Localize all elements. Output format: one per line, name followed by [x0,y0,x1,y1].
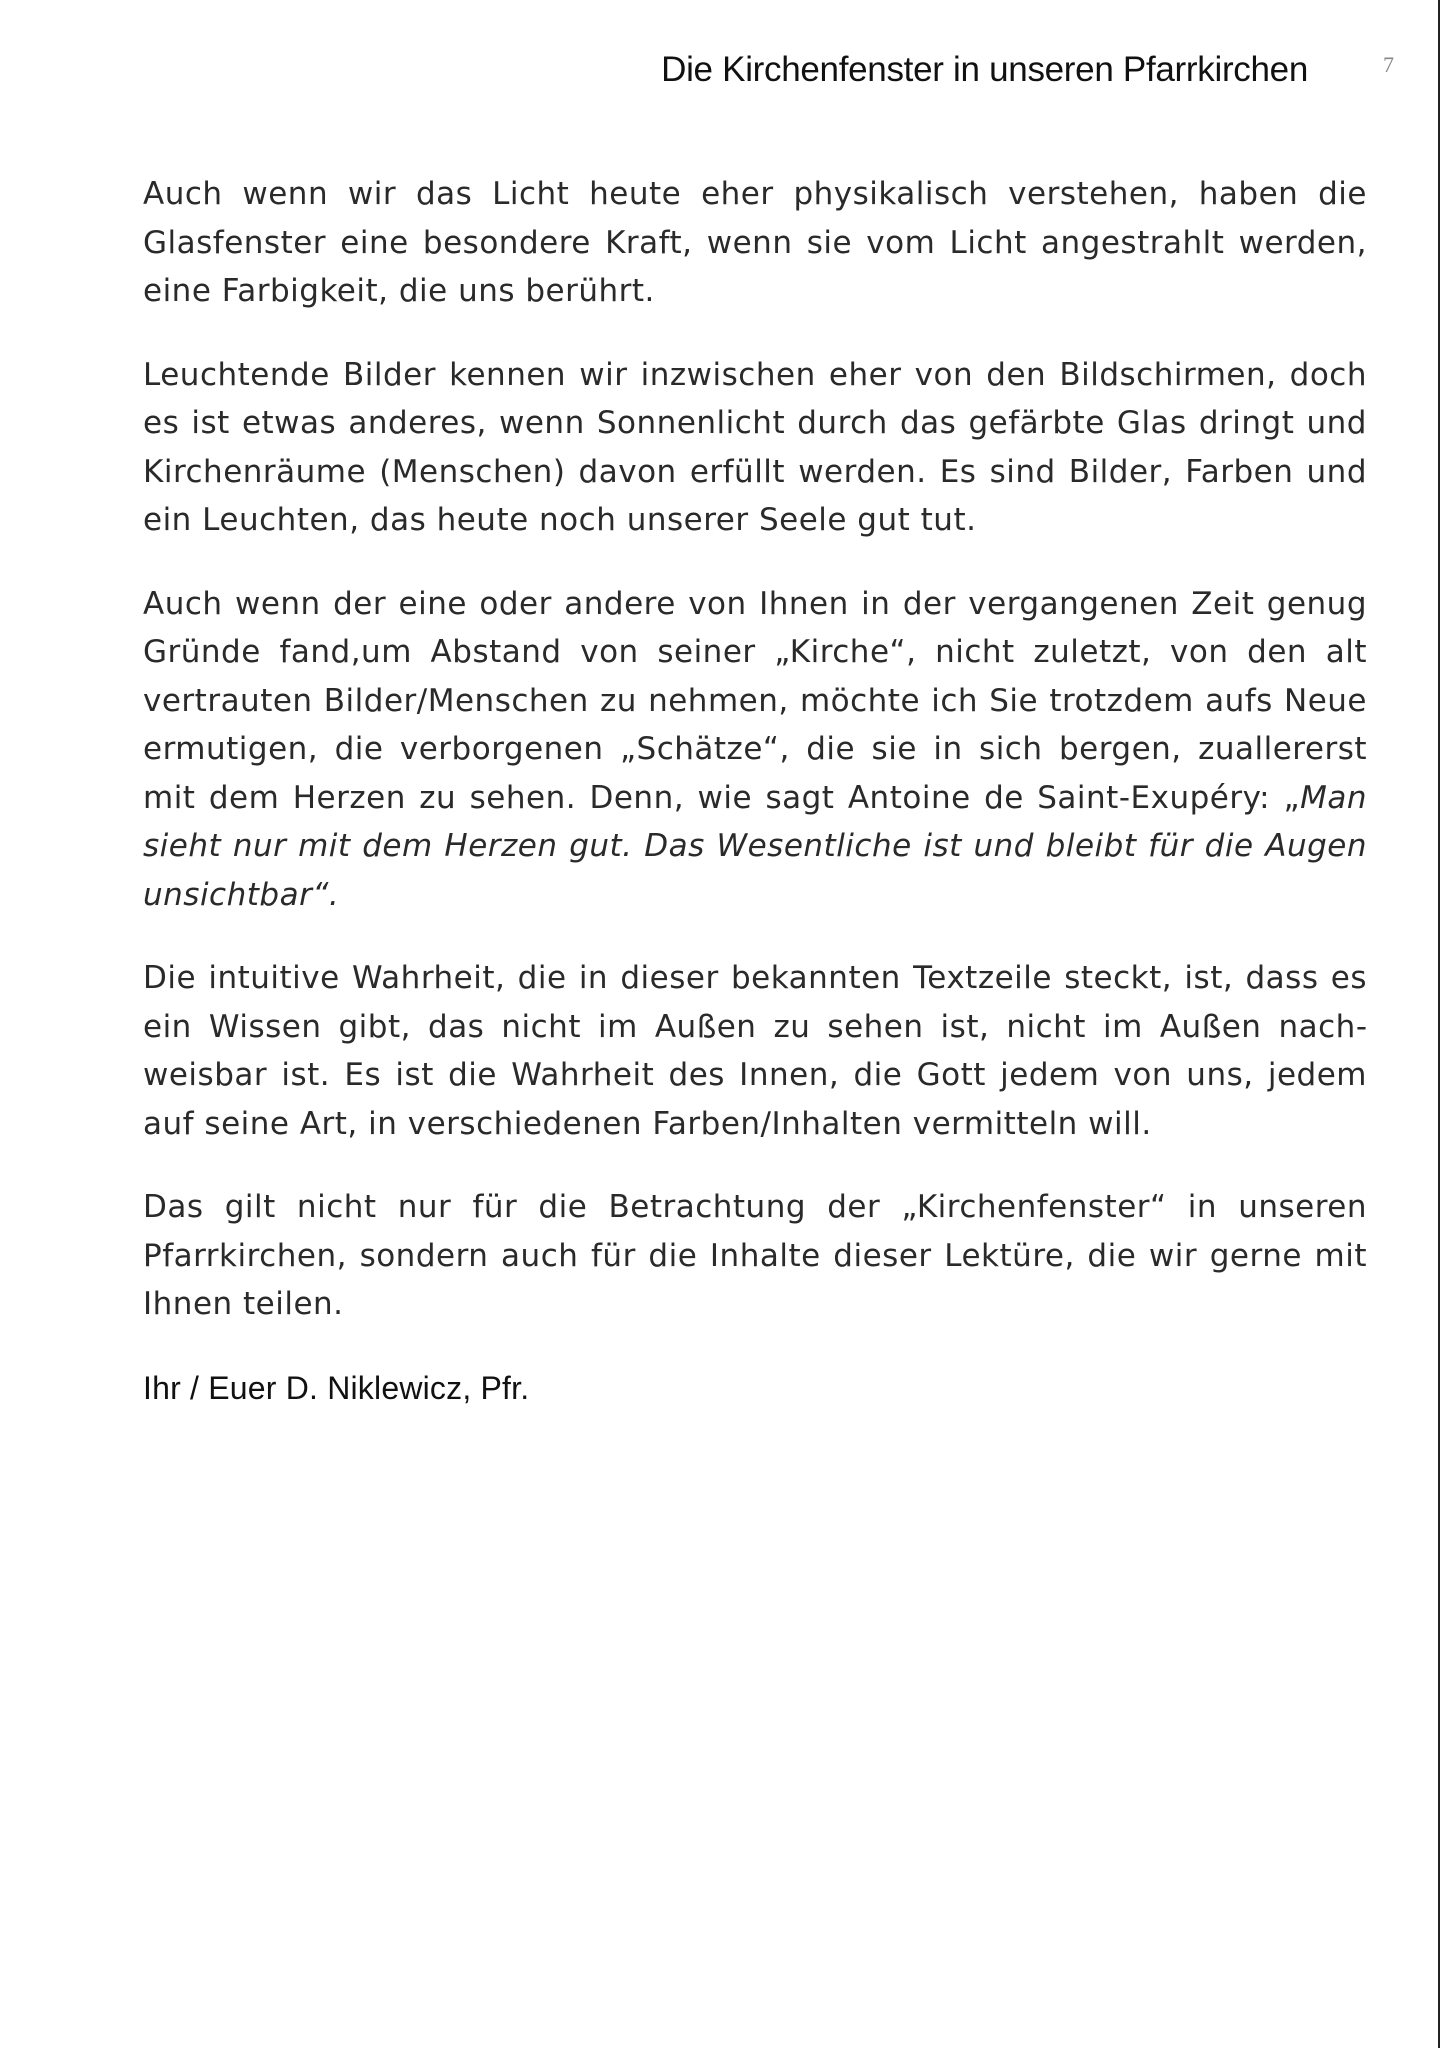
paragraph-3 [143,580,1367,920]
paragraph-5: Das gilt nicht nur für die Betrachtung der „Kirchenfenster“ in unseren Pfarrkirchen, sondern auch für die Inhalte dieser Lektüre, die wir gerne mit Ihnen teilen. [143,1189,1367,1322]
paragraph-3-text: Auch wenn der eine oder andere von Ihnen in der vergangenen Zeit genug Gründe fand,um Abstand von seiner „Kirche“, nicht zuletzt, von den alt vertrauten Bilder/Menschen zu nehmen, möchte ich Sie trotzdem aufs Neue ermutigen, die verborgenen „Schätze“, die sie in sich bergen, zuallererst mit dem Herzen zu sehen. Denn, wie sagt Antoine de Saint-Exupéry: „ [143,585,1367,816]
paragraph-2: Leuchtende Bilder kennen wir inzwischen eher von den Bildschirmen, doch es ist etwas anderes, wenn Sonnenlicht durch das gefärbte Glas dringt und Kirchenräume (Menschen) davon erfüllt werden. Es sind Bilder, Farben und ein Leuchten, das heute noch unserer Seele gut tut. [143,356,1367,538]
running-header-title: Die Kirchenfenster in unseren Pfarrkirchen [661,50,1308,89]
page-edge-line [1438,0,1440,2048]
body-text [143,170,1367,1447]
saint-exupery-quote: Man sieht nur mit dem Herzen gut. Das Wesentliche ist und bleibt für die Augen unsichtbar“. [143,779,1367,913]
signature: Ihr / Euer D. Niklewicz, Pfr. [143,1369,530,1406]
paragraph-1: Auch wenn wir das Licht heute eher physikalisch verstehen, haben die Glasfenster eine besondere Kraft, wenn sie vom Licht angestrahlt werden, eine Farbigkeit, die uns berührt. [143,176,1367,309]
page-number: 7 [1383,52,1394,77]
paragraph-4: Die intuitive Wahrheit, die in dieser bekannten Textzeile steckt, ist, dass es ein Wissen gibt, das nicht im Außen zu sehen ist, nicht im Außen nachweisbar ist. Es ist die Wahrheit des Innen, die Gott jedem von uns, jedem auf seine Art, in verschiedenen Farben/Inhalten vermitteln will. [143,960,1367,1142]
